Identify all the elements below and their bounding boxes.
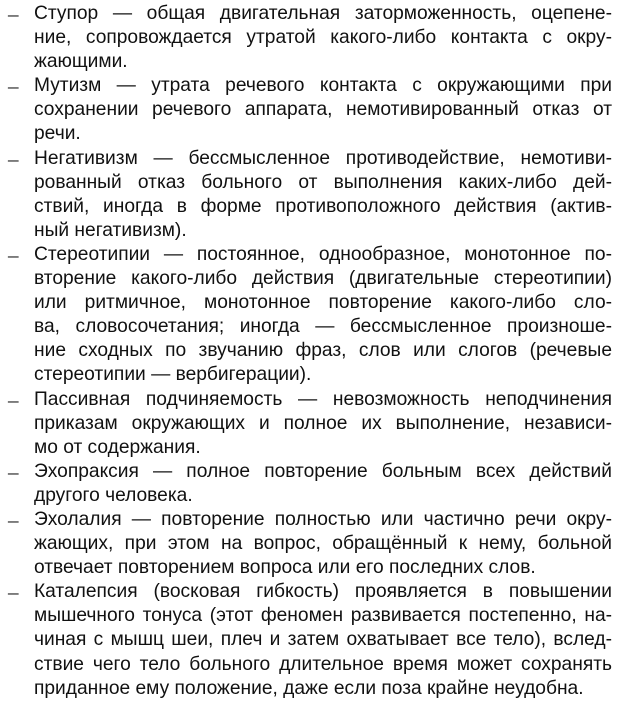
text-line: жающими.	[34, 51, 128, 73]
list-bullet-dash: –	[8, 2, 19, 26]
list-item	[8, 508, 612, 580]
text-line: Мутизм — утрата речевого контакта с окружающими при	[34, 75, 612, 97]
text-line: ние сходных по звучанию фраз, слов или слогов (речевые	[34, 340, 612, 362]
text-line: речи.	[34, 123, 81, 145]
list-item	[8, 460, 612, 508]
text-line: Каталепсия (восковая гибкость) проявляется в повышении	[34, 581, 612, 603]
list-bullet-dash: –	[8, 580, 19, 605]
text-line: чиная с мышц шеи, плеч и затем охватывает все тело), вслед-	[34, 629, 612, 651]
text-line: жающих, при этом на вопрос, обращённый к нему, больной	[34, 533, 612, 555]
item-text	[34, 460, 612, 508]
list-item	[8, 74, 612, 146]
text-line: Стереотипии — постоянное, однообразное, монотонное по-	[34, 243, 612, 265]
list-item	[8, 147, 612, 243]
text-line: приказам окружающих и полное их выполнение, независи-	[34, 412, 612, 434]
text-line: отвечает повторением вопроса или его последних слов.	[34, 557, 536, 579]
text-line: мышечного тонуса (этот феномен развивается постепенно, на-	[34, 605, 612, 627]
list-bullet-dash: –	[8, 387, 19, 412]
text-line: мо от содержания.	[34, 436, 201, 458]
list-bullet-dash: –	[8, 242, 19, 267]
list-item	[8, 388, 612, 460]
text-line: Ступор — общая двигательная заторможенность, оцепене-	[34, 3, 612, 24]
item-text	[34, 243, 612, 388]
text-line: рованный отказ больного от выполнения каких-либо дей-	[34, 171, 612, 193]
list-item	[8, 580, 612, 700]
item-text	[34, 2, 612, 74]
text-line: Пассивная подчиняемость — невозможность неподчинения	[34, 388, 612, 410]
text-line: другого человека.	[34, 484, 193, 506]
item-text	[34, 147, 612, 243]
text-line: ние, сопровождается утратой какого-либо контакта с окру-	[34, 27, 612, 49]
list-bullet-dash: –	[8, 459, 19, 484]
text-line: сохранении речевого аппарата, немотивированный отказ от	[34, 99, 612, 121]
list-bullet-dash: –	[8, 507, 19, 532]
text-line: ствие чего тело больного длительное время может сохранять	[34, 653, 612, 675]
item-text	[34, 388, 612, 460]
text-line: ный негативизм).	[34, 219, 187, 241]
list-item	[8, 2, 612, 74]
text-line: ствий, иногда в форме противоположного действия (актив-	[34, 195, 612, 217]
list-bullet-dash: –	[8, 74, 19, 99]
symptom-list	[8, 2, 612, 701]
text-line: приданное ему положение, даже если поза крайне неудобна.	[34, 677, 584, 699]
text-line: вторение какого-либо действия (двигательные стереотипии)	[34, 268, 612, 290]
text-line: Эхопраксия — полное повторение больным всех действий	[34, 460, 612, 482]
text-line: стереотипии — вербигерации).	[34, 364, 312, 386]
list-item	[8, 243, 612, 388]
item-text	[34, 580, 612, 700]
list-bullet-dash: –	[8, 146, 19, 171]
text-line: ва, словосочетания; иногда — бессмысленное произноше-	[34, 316, 612, 338]
text-line: Эхолалия — повторение полностью или частично речи окру-	[34, 508, 612, 530]
text-line: или ритмичное, монотонное повторение какого-либо сло-	[34, 292, 612, 314]
item-text	[34, 74, 612, 146]
item-text	[34, 508, 612, 580]
text-line: Негативизм — бессмысленное противодействие, немотиви-	[34, 147, 612, 169]
